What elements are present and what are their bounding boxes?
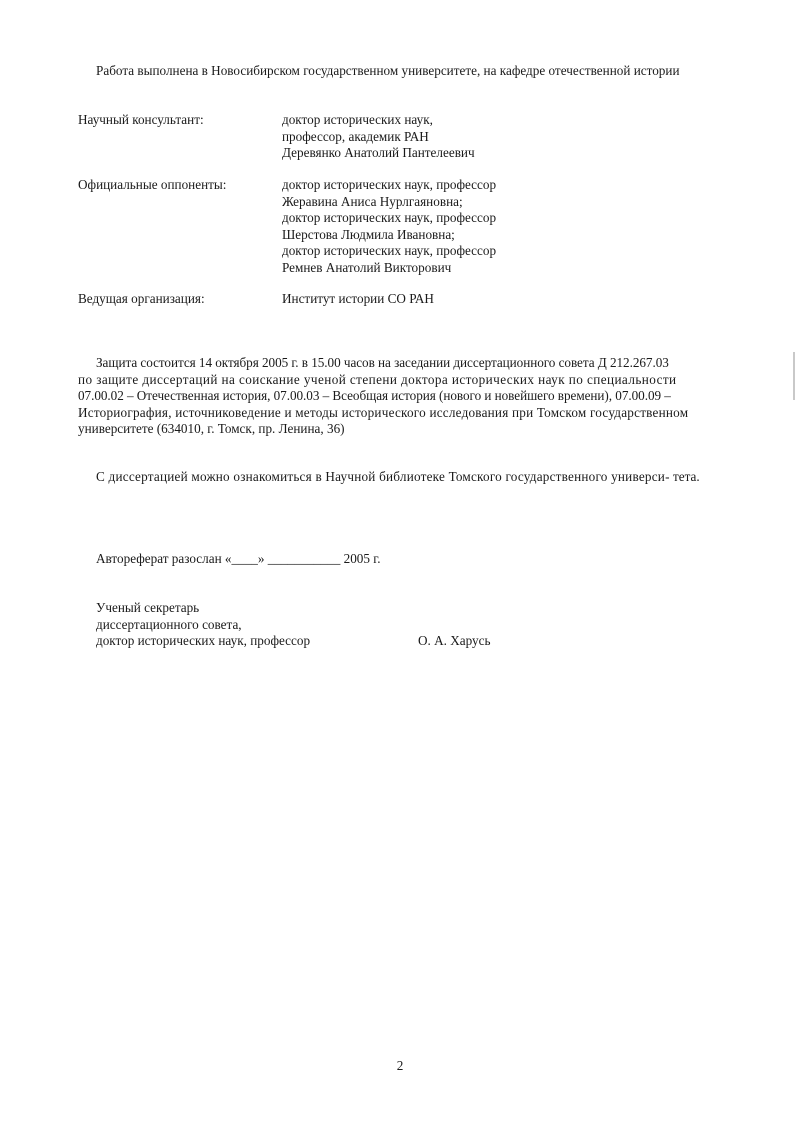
library-paragraph — [78, 469, 725, 486]
consultant-label: Научный консультант: — [78, 112, 204, 127]
intro-line: Работа выполнена в Новосибирском государственном университете, на кафедре отечественной истории — [96, 63, 680, 78]
opponent-line: Ремнев Анатолий Викторович — [282, 259, 452, 275]
secretary-line: диссертационного совета, — [96, 616, 242, 632]
defense-line: Защита состоится 14 октября 2005 г. в 15.00 часов на заседании диссертационного совета Д 212.267.03 — [96, 355, 669, 370]
mailed-line: Автореферат разослан «____» ___________ 2005 г. — [96, 551, 381, 566]
opponents-info — [282, 177, 496, 276]
secretary-line: Ученый секретарь — [96, 600, 200, 615]
consultant-info — [282, 112, 475, 162]
opponents-label: Официальные оппоненты: — [78, 177, 227, 192]
library-line: С диссертацией можно ознакомиться в Научной библиотеке Томского государственного универси- — [96, 469, 670, 484]
opponent-line: доктор исторических наук, профессор — [282, 177, 497, 192]
organization-label: Ведущая организация: — [78, 291, 205, 306]
defense-line: по защите диссертаций на соискание ученой степени доктора исторических наук по специальности — [78, 371, 677, 387]
secretary-line: доктор исторических наук, профессор — [96, 633, 311, 648]
opponent-line: Шерстова Людмила Ивановна; — [282, 226, 455, 242]
defense-paragraph — [78, 355, 725, 438]
scan-edge-mark — [793, 352, 795, 400]
opponent-line: доктор исторических наук, профессор — [282, 243, 497, 258]
consultant-line: Деревянко Анатолий Пантелеевич — [282, 145, 475, 160]
consultant-line: профессор, академик РАН — [282, 128, 429, 144]
defense-line: 07.00.02 – Отечественная история, 07.00.03 – Всеобщая история (нового и новейшего времени), 07.00.09 – — [78, 388, 671, 403]
organization-value: Институт истории СО РАН — [282, 291, 434, 306]
opponent-line: Жеравина Аниса Нурлгаяновна; — [282, 193, 463, 209]
defense-line: университете (634010, г. Томск, пр. Ленина, 36) — [78, 421, 345, 436]
secretary-block — [96, 600, 310, 650]
defense-line-first — [78, 355, 725, 372]
defense-line: Историография, источниковедение и методы исторического исследования при Томском государственном — [78, 404, 689, 420]
library-line: тета. — [672, 469, 700, 484]
page-number: 2 — [396, 1058, 404, 1073]
consultant-line: доктор исторических наук, — [282, 112, 433, 127]
secretary-name: О. А. Харусь — [418, 633, 491, 648]
opponent-line: доктор исторических наук, профессор — [282, 210, 497, 225]
